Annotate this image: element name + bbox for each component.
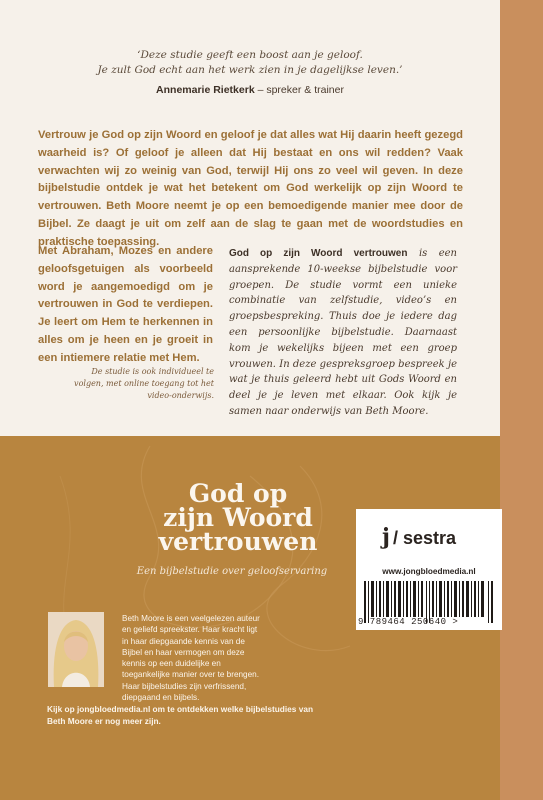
barcode-panel	[356, 509, 502, 630]
quote-author-role: – spreker & trainer	[254, 84, 344, 96]
title-line-1: God op	[188, 479, 288, 508]
left-column-text: Met Abraham, Mozes en andere geloofsgetuigen als voorbeeld word je aangemoedigd om je vertrouwen in God te verdiepen. Je leert om Hem te herkennen in alles om je heen en je groeit in een intiemere relatie met Hem.	[38, 245, 213, 364]
book-title	[128, 479, 348, 556]
publisher-name: / sestra	[392, 528, 457, 548]
author-photo	[48, 612, 104, 687]
publisher-mark: j	[382, 524, 390, 550]
isbn-number: 9 789464 250640 >	[358, 617, 459, 627]
side-note: De studie is ook individueel te volgen, met online toegang tot het video-onderwijs.	[74, 367, 214, 400]
publisher-website: www.jongbloedmedia.nl	[382, 567, 476, 576]
website-promo: Kijk op jongbloedmedia.nl om te ontdekken welke bijbelstudies van Beth Moore er nog meer zijn.	[47, 704, 314, 726]
quote-line-2: Je zult God echt aan het werk zien in je dagelijkse leven.’	[97, 64, 403, 76]
quote-attribution	[0, 84, 500, 96]
right-column-body: is een aansprekende 10-weekse bijbelstudie voor groepen. De studie vormt een unieke combinatie van zelfstudie, video’s en groepsbespreking. Thuis doe je iedere dag een persoonlijke bijbelstudie. Daarnaast kom je wekelijks bijeen met een groep vrouwen. In deze gespreksgroep bespreek je wat je thuis geleerd hebt uit Gods Woord en deel je je leven met elkaar. Ook kijk je samen naar onderwijs van Beth Moore.	[229, 248, 458, 417]
title-line-2: zijn Woord	[163, 503, 313, 532]
right-column-lead: God op zijn Woord vertrouwen	[229, 248, 408, 259]
quote-author-name: Annemarie Rietkerk	[156, 84, 255, 96]
author-bio: Beth Moore is een veelgelezen auteur en geliefd spreekster. Haar kracht ligt in haar diepgaande kennis van de Bijbel en haar vermogen om deze kennis op een duidelijke en toegankelijke manier over te brengen. Haar bijbelstudies zijn verfrissend, diepgaand en bijbels.	[122, 614, 260, 703]
publisher-logo	[382, 524, 456, 550]
endorsement-quote	[0, 48, 500, 78]
book-subtitle: Een bijbelstudie over geloofservaring	[136, 566, 328, 577]
quote-line-1: ‘Deze studie geeft een boost aan je geloof.	[137, 49, 363, 61]
book-spine	[500, 0, 543, 800]
intro-paragraph: Vertrouw je God op zijn Woord en geloof je dat alles wat Hij daarin heeft gezegd waarheid is? Of geloof je alleen dat Hij bestaat en ons wil redden? Vaak verwachten wij zo weinig van God, terwijl Hij ons zo veel wil geven. In deze bijbelstudie ontdek je wat het betekent om God werkelijk op zijn Woord te vertrouwen. Beth Moore neemt je op een bemoedigende manier mee door de Bijbel. Ze daagt je uit om zelf aan de slag te gaan met de woordstudies en praktische toepassing.	[38, 129, 463, 248]
title-line-3: vertrouwen	[158, 527, 318, 556]
right-column-text	[229, 246, 457, 420]
